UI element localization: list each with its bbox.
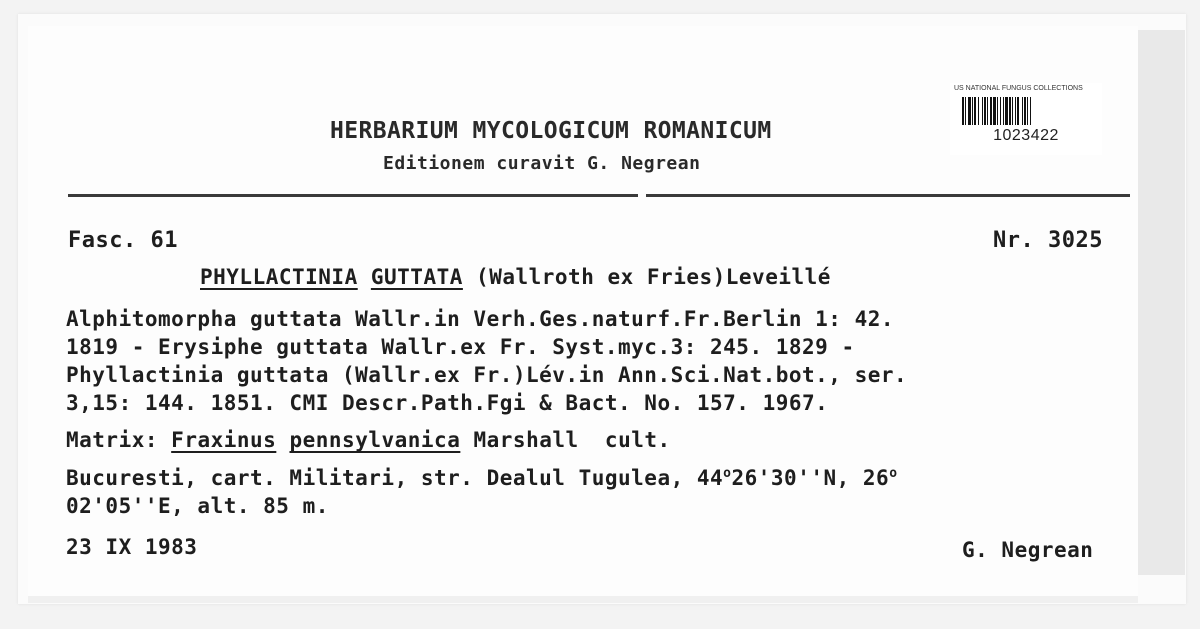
host-authority: Marshall cult. xyxy=(460,428,671,452)
barcode-label xyxy=(950,83,1102,155)
editor-line: Editionem curavit G. Negrean xyxy=(383,153,701,174)
locality-text-b: 26'30''N, 26 xyxy=(731,466,890,490)
divider-gap xyxy=(638,193,646,198)
species-genus: PHYLLACTINIA xyxy=(200,265,358,289)
reference-line: 3,15: 144. 1851. CMI Descr.Path.Fgi & Bact. No. 157. 1967. xyxy=(66,391,829,415)
locality-text-a: Bucuresti, cart. Militari, str. Dealul Tugulea, 44 xyxy=(66,466,724,490)
reference-line: 1819 - Erysiphe guttata Wallr.ex Fr. Syst.myc.3: 245. 1829 - xyxy=(66,335,855,359)
barcode-icon xyxy=(962,97,1090,125)
herbarium-title: HERBARIUM MYCOLOGICUM ROMANICUM xyxy=(330,118,772,144)
matrix-label: Matrix: xyxy=(66,428,159,452)
collector-name: G. Negrean xyxy=(962,538,1094,562)
host-epithet: pennsylvanica xyxy=(289,428,461,452)
header-divider xyxy=(68,194,1130,197)
barcode-caption: US NATIONAL FUNGUS COLLECTIONS xyxy=(954,85,1083,92)
locality-line-1 xyxy=(66,466,898,490)
reference-line: Alphitomorpha guttata Wallr.in Verh.Ges.naturf.Fr.Berlin 1: 42. xyxy=(66,307,895,331)
matrix-line xyxy=(66,428,671,452)
species-authority: (Wallroth ex Fries)Leveillé xyxy=(476,265,831,289)
degree-sign: o xyxy=(889,466,898,481)
specimen-number: Nr. 3025 xyxy=(993,228,1103,253)
host-genus: Fraxinus xyxy=(171,428,277,452)
collection-date: 23 IX 1983 xyxy=(66,535,198,559)
sheet-shadow-right xyxy=(1135,30,1185,575)
barcode-number: 1023422 xyxy=(993,127,1059,144)
fascicle-number: Fasc. 61 xyxy=(68,228,178,253)
species-name xyxy=(200,265,831,289)
locality-line-2: 02'05''E, alt. 85 m. xyxy=(66,494,329,518)
reference-line: Phyllactinia guttata (Wallr.ex Fr.)Lév.in Ann.Sci.Nat.bot., ser. xyxy=(66,363,908,387)
degree-sign: o xyxy=(723,466,732,481)
species-epithet: GUTTATA xyxy=(370,265,463,289)
